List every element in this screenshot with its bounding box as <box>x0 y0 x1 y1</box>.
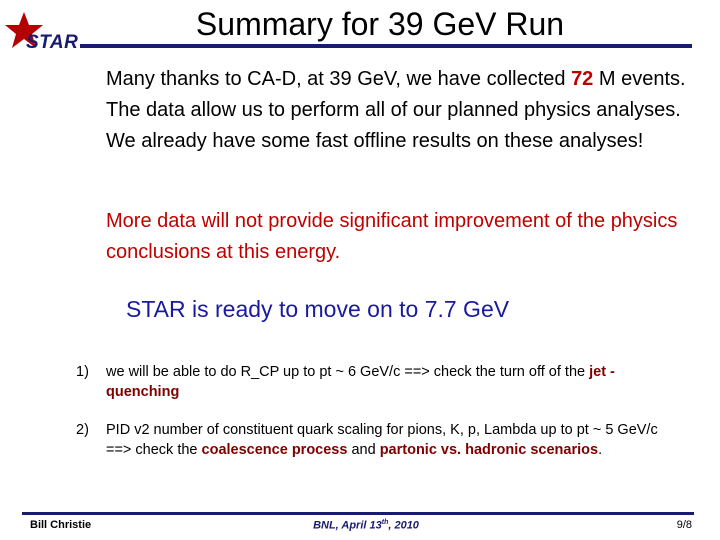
list-text-part: and <box>347 442 380 458</box>
footer-rule <box>22 512 694 515</box>
list-text-part: we will be able to do R_CP up to pt ~ 6 GeV/c ==> check the turn off of the <box>106 364 590 380</box>
venue-year: , 2010 <box>388 519 419 532</box>
footer-venue <box>286 519 446 532</box>
footer-author: Bill Christie <box>30 519 92 531</box>
highlight-partonic: partonic vs. hadronic scenarios <box>379 442 599 458</box>
list-text-part: PID v2 number of constituent quark scaling for pions, K, p, Lambda up to pt ~ 5 GeV/c ==> check the <box>106 422 658 458</box>
p1-text-c: M events. The data allow us to perform all of our planned physics analyses. We already have some fast offline results on these analyses! <box>106 68 686 152</box>
logo-text: STAR <box>26 32 79 53</box>
ready-statement: STAR is ready to move on to 7.7 GeV <box>126 296 510 322</box>
paragraph-collected-events <box>106 64 686 157</box>
list-text-part: . <box>598 442 603 458</box>
list-number: 2) <box>76 422 89 438</box>
highlight-coalescence: coalescence process <box>201 442 348 458</box>
venue-sup: th <box>381 519 389 526</box>
event-count: 72 <box>571 68 594 90</box>
paragraph-more-data: More data will not provide significant improvement of the physics conclusions at this energy. <box>106 210 678 263</box>
highlight-jet-quenching: jet -quenching <box>106 364 615 400</box>
p1-text-a: Many thanks to CA-D, at 39 GeV, we have collected <box>106 68 572 90</box>
slide-title: Summary for 39 GeV Run <box>195 6 565 42</box>
page-number: 9/8 <box>676 519 692 531</box>
list-item-text <box>106 362 676 402</box>
venue-text: BNL, April 13 <box>313 519 382 532</box>
list-item-text <box>106 420 676 460</box>
title-underline <box>80 44 692 48</box>
list-number: 1) <box>76 364 89 380</box>
